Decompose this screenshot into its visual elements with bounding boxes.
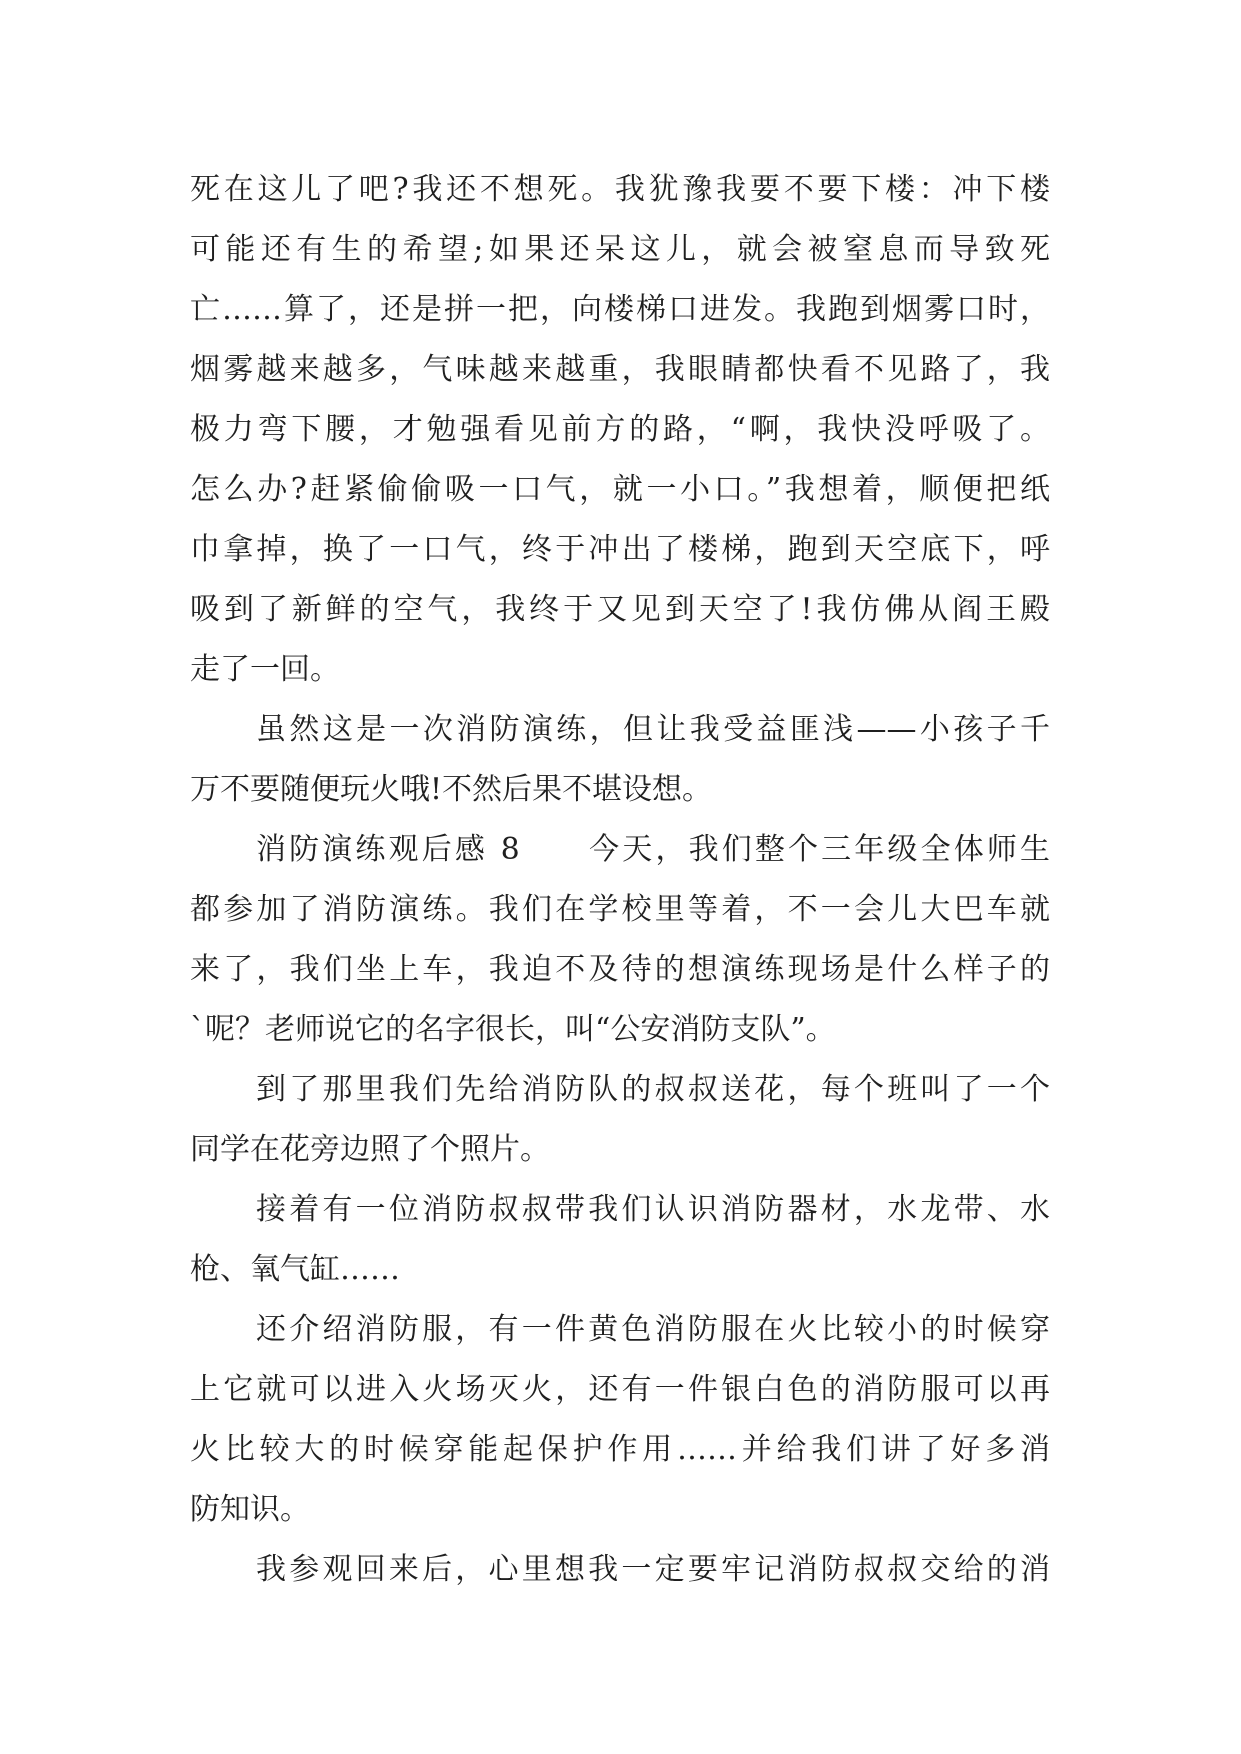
text-line: 怎么办?赶紧偷偷吸一口气，就一小口。”我想着，顺便把纸: [190, 472, 1050, 507]
text-line: 防知识。: [190, 1492, 310, 1527]
text-line: 到了那里我们先给消防队的叔叔送花，每个班叫了一个: [256, 1072, 1050, 1107]
text-line: 都参加了消防演练。我们在学校里等着，不一会儿大巴车就: [190, 892, 1050, 927]
section-heading-line: 消防演练观后感 8 今天，我们整个三年级全体师生: [256, 832, 1050, 867]
text-line: 死在这儿了吧?我还不想死。我犹豫我要不要下楼：冲下楼: [190, 172, 1050, 207]
text-line: 同学在花旁边照了个照片。: [190, 1132, 550, 1167]
text-line: 走了一回。: [190, 652, 340, 687]
text-line: 接着有一位消防叔叔带我们认识消防器材，水龙带、水: [256, 1192, 1050, 1227]
text-line: 可能还有生的希望;如果还呆这儿，就会被窒息而导致死: [190, 232, 1050, 267]
text-line: 我参观回来后，心里想我一定要牢记消防叔叔交给的消: [256, 1552, 1050, 1587]
text-line: 上它就可以进入火场灭火，还有一件银白色的消防服可以再: [190, 1372, 1050, 1407]
text-line: 极力弯下腰，才勉强看见前方的路，“啊，我快没呼吸了。: [190, 412, 1050, 447]
text-line: 还介绍消防服，有一件黄色消防服在火比较小的时候穿: [256, 1312, 1050, 1347]
text-line: 枪、氧气缸……: [190, 1252, 400, 1287]
text-line: `呢？老师说它的名字很长，叫“公安消防支队”。: [190, 1012, 836, 1047]
text-line: 巾拿掉，换了一口气，终于冲出了楼梯，跑到天空底下，呼: [190, 532, 1050, 567]
text-line: 烟雾越来越多，气味越来越重，我眼睛都快看不见路了，我: [190, 352, 1050, 387]
text-line: 来了，我们坐上车，我迫不及待的想演练现场是什么样子的: [190, 952, 1050, 987]
text-line: 吸到了新鲜的空气，我终于又见到天空了!我仿佛从阎王殿: [190, 592, 1050, 627]
text-line: 万不要随便玩火哦!不然后果不堪设想。: [190, 772, 713, 807]
text-line: 亡……算了，还是拼一把，向楼梯口进发。我跑到烟雾口时，: [190, 292, 1050, 327]
text-line: 火比较大的时候穿能起保护作用……并给我们讲了好多消: [190, 1432, 1050, 1467]
text-line: 虽然这是一次消防演练，但让我受益匪浅——小孩子千: [256, 712, 1050, 747]
